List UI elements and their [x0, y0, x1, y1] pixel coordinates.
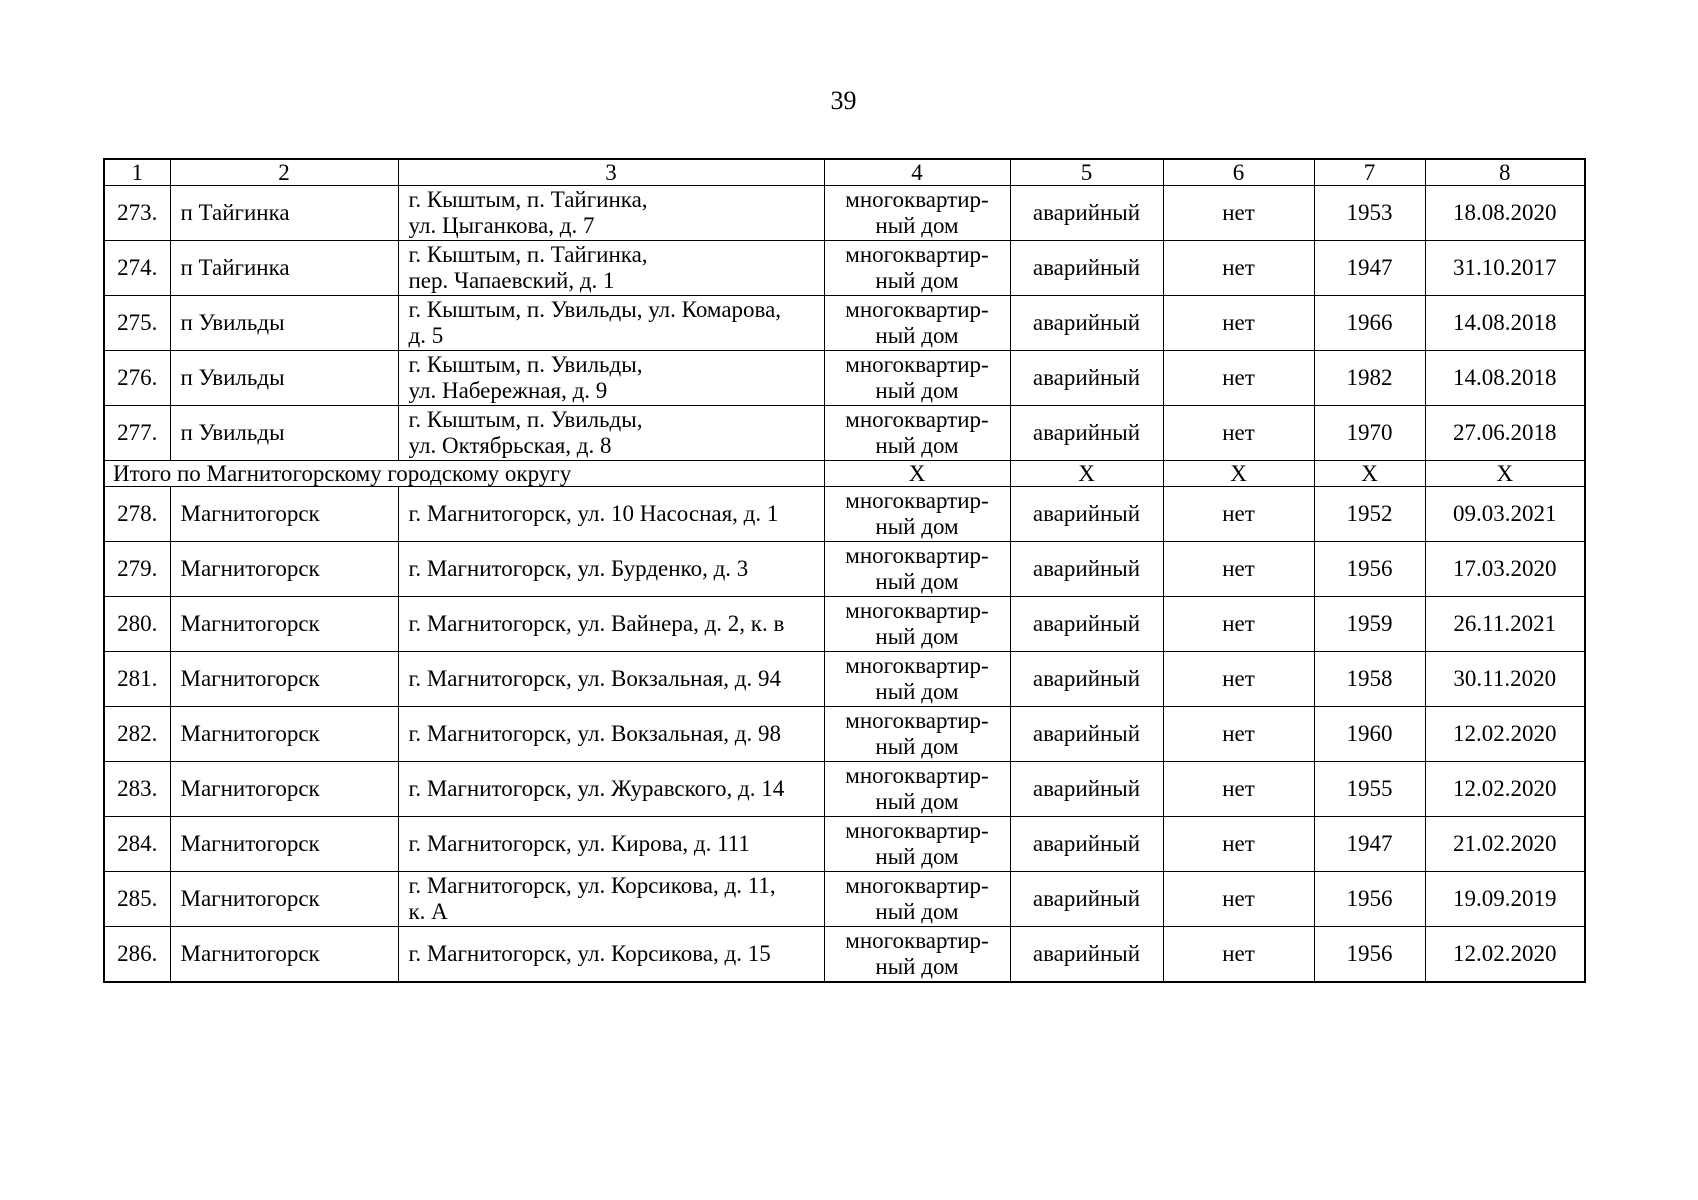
locality-cell: Магнитогорск [170, 762, 398, 817]
number-cell: 284. [104, 817, 170, 872]
locality-cell: Магнитогорск [170, 487, 398, 542]
flag-cell: нет [1163, 542, 1314, 597]
table-row [104, 597, 1585, 652]
condition-cell: аварийный [1010, 542, 1163, 597]
table-row [104, 762, 1585, 817]
header-cell: 3 [398, 159, 824, 186]
condition-cell: аварийный [1010, 872, 1163, 927]
year-cell: 1956 [1314, 872, 1425, 927]
number-cell: 275. [104, 296, 170, 351]
table-header-row [104, 159, 1585, 186]
number-cell: 276. [104, 351, 170, 406]
address-cell: г. Магнитогорск, ул. Журавского, д. 14 [398, 762, 824, 817]
year-cell: 1956 [1314, 927, 1425, 983]
year-cell: 1970 [1314, 406, 1425, 461]
locality-cell: п Тайгинка [170, 186, 398, 241]
table-row [104, 351, 1585, 406]
locality-cell: Магнитогорск [170, 597, 398, 652]
condition-cell: аварийный [1010, 351, 1163, 406]
locality-cell: Магнитогорск [170, 817, 398, 872]
header-cell: 2 [170, 159, 398, 186]
date-cell: 09.03.2021 [1425, 487, 1585, 542]
table-row [104, 542, 1585, 597]
flag-cell: нет [1163, 241, 1314, 296]
condition-cell: аварийный [1010, 186, 1163, 241]
address-cell: г. Магнитогорск, ул. 10 Насосная, д. 1 [398, 487, 824, 542]
date-cell: 19.09.2019 [1425, 872, 1585, 927]
year-cell: 1953 [1314, 186, 1425, 241]
flag-cell: нет [1163, 296, 1314, 351]
address-cell: г. Кыштым, п. Тайгинка, ул. Цыганкова, д. 7 [398, 186, 824, 241]
subtotal-mark: Х [1163, 461, 1314, 487]
address-cell: г. Магнитогорск, ул. Кирова, д. 111 [398, 817, 824, 872]
flag-cell: нет [1163, 186, 1314, 241]
subtotal-mark: Х [1425, 461, 1585, 487]
housing-table [103, 158, 1586, 983]
year-cell: 1960 [1314, 707, 1425, 762]
year-cell: 1982 [1314, 351, 1425, 406]
year-cell: 1947 [1314, 241, 1425, 296]
condition-cell: аварийный [1010, 406, 1163, 461]
flag-cell: нет [1163, 351, 1314, 406]
year-cell: 1955 [1314, 762, 1425, 817]
subtotal-mark: Х [1314, 461, 1425, 487]
table-row [104, 872, 1585, 927]
locality-cell: Магнитогорск [170, 927, 398, 983]
locality-cell: Магнитогорск [170, 872, 398, 927]
date-cell: 26.11.2021 [1425, 597, 1585, 652]
header-cell: 1 [104, 159, 170, 186]
condition-cell: аварийный [1010, 487, 1163, 542]
condition-cell: аварийный [1010, 241, 1163, 296]
address-cell: г. Магнитогорск, ул. Вайнера, д. 2, к. в [398, 597, 824, 652]
address-cell: г. Магнитогорск, ул. Корсикова, д. 11, к. А [398, 872, 824, 927]
subtotal-label: Итого по Магнитогорскому городскому округу [104, 461, 824, 487]
condition-cell: аварийный [1010, 652, 1163, 707]
house-type-cell: многоквартир- ный дом [824, 927, 1010, 983]
house-type-cell: многоквартир- ный дом [824, 652, 1010, 707]
address-cell: г. Кыштым, п. Увильды, ул. Октябрьская, д. 8 [398, 406, 824, 461]
header-cell: 6 [1163, 159, 1314, 186]
date-cell: 14.08.2018 [1425, 296, 1585, 351]
address-cell: г. Магнитогорск, ул. Вокзальная, д. 98 [398, 707, 824, 762]
locality-cell: п Увильды [170, 351, 398, 406]
flag-cell: нет [1163, 406, 1314, 461]
subtotal-row [104, 461, 1585, 487]
table-row [104, 652, 1585, 707]
number-cell: 286. [104, 927, 170, 983]
table-row [104, 241, 1585, 296]
table-row [104, 707, 1585, 762]
date-cell: 27.06.2018 [1425, 406, 1585, 461]
number-cell: 283. [104, 762, 170, 817]
header-cell: 4 [824, 159, 1010, 186]
date-cell: 31.10.2017 [1425, 241, 1585, 296]
number-cell: 280. [104, 597, 170, 652]
house-type-cell: многоквартир- ный дом [824, 762, 1010, 817]
house-type-cell: многоквартир- ный дом [824, 817, 1010, 872]
page-number: 39 [830, 86, 857, 115]
number-cell: 285. [104, 872, 170, 927]
number-cell: 278. [104, 487, 170, 542]
number-cell: 273. [104, 186, 170, 241]
subtotal-mark: Х [824, 461, 1010, 487]
header-cell: 8 [1425, 159, 1585, 186]
flag-cell: нет [1163, 817, 1314, 872]
number-cell: 274. [104, 241, 170, 296]
table-row [104, 927, 1585, 983]
flag-cell: нет [1163, 872, 1314, 927]
house-type-cell: многоквартир- ный дом [824, 542, 1010, 597]
year-cell: 1947 [1314, 817, 1425, 872]
table-row [104, 186, 1585, 241]
date-cell: 17.03.2020 [1425, 542, 1585, 597]
locality-cell: Магнитогорск [170, 652, 398, 707]
condition-cell: аварийный [1010, 707, 1163, 762]
flag-cell: нет [1163, 597, 1314, 652]
number-cell: 281. [104, 652, 170, 707]
number-cell: 277. [104, 406, 170, 461]
subtotal-mark: Х [1010, 461, 1163, 487]
year-cell: 1966 [1314, 296, 1425, 351]
year-cell: 1958 [1314, 652, 1425, 707]
table-row [104, 487, 1585, 542]
date-cell: 12.02.2020 [1425, 762, 1585, 817]
header-cell: 5 [1010, 159, 1163, 186]
date-cell: 30.11.2020 [1425, 652, 1585, 707]
year-cell: 1956 [1314, 542, 1425, 597]
date-cell: 18.08.2020 [1425, 186, 1585, 241]
condition-cell: аварийный [1010, 762, 1163, 817]
table-row [104, 406, 1585, 461]
year-cell: 1952 [1314, 487, 1425, 542]
number-cell: 282. [104, 707, 170, 762]
flag-cell: нет [1163, 927, 1314, 983]
address-cell: г. Магнитогорск, ул. Корсикова, д. 15 [398, 927, 824, 983]
date-cell: 12.02.2020 [1425, 927, 1585, 983]
address-cell: г. Магнитогорск, ул. Бурденко, д. 3 [398, 542, 824, 597]
address-cell: г. Кыштым, п. Увильды, ул. Комарова, д. 5 [398, 296, 824, 351]
house-type-cell: многоквартир- ный дом [824, 241, 1010, 296]
address-cell: г. Магнитогорск, ул. Вокзальная, д. 94 [398, 652, 824, 707]
header-cell: 7 [1314, 159, 1425, 186]
table-body [104, 159, 1585, 982]
condition-cell: аварийный [1010, 597, 1163, 652]
flag-cell: нет [1163, 487, 1314, 542]
number-cell: 279. [104, 542, 170, 597]
locality-cell: п Тайгинка [170, 241, 398, 296]
address-cell: г. Кыштым, п. Увильды, ул. Набережная, д. 9 [398, 351, 824, 406]
date-cell: 21.02.2020 [1425, 817, 1585, 872]
house-type-cell: многоквартир- ный дом [824, 296, 1010, 351]
house-type-cell: многоквартир- ный дом [824, 487, 1010, 542]
flag-cell: нет [1163, 762, 1314, 817]
table-row [104, 817, 1585, 872]
condition-cell: аварийный [1010, 817, 1163, 872]
table-row [104, 296, 1585, 351]
date-cell: 12.02.2020 [1425, 707, 1585, 762]
locality-cell: Магнитогорск [170, 707, 398, 762]
house-type-cell: многоквартир- ный дом [824, 186, 1010, 241]
house-type-cell: многоквартир- ный дом [824, 406, 1010, 461]
locality-cell: п Увильды [170, 406, 398, 461]
address-cell: г. Кыштым, п. Тайгинка, пер. Чапаевский, д. 1 [398, 241, 824, 296]
flag-cell: нет [1163, 652, 1314, 707]
flag-cell: нет [1163, 707, 1314, 762]
locality-cell: п Увильды [170, 296, 398, 351]
house-type-cell: многоквартир- ный дом [824, 351, 1010, 406]
condition-cell: аварийный [1010, 927, 1163, 983]
date-cell: 14.08.2018 [1425, 351, 1585, 406]
locality-cell: Магнитогорск [170, 542, 398, 597]
house-type-cell: многоквартир- ный дом [824, 872, 1010, 927]
condition-cell: аварийный [1010, 296, 1163, 351]
year-cell: 1959 [1314, 597, 1425, 652]
house-type-cell: многоквартир- ный дом [824, 707, 1010, 762]
house-type-cell: многоквартир- ный дом [824, 597, 1010, 652]
